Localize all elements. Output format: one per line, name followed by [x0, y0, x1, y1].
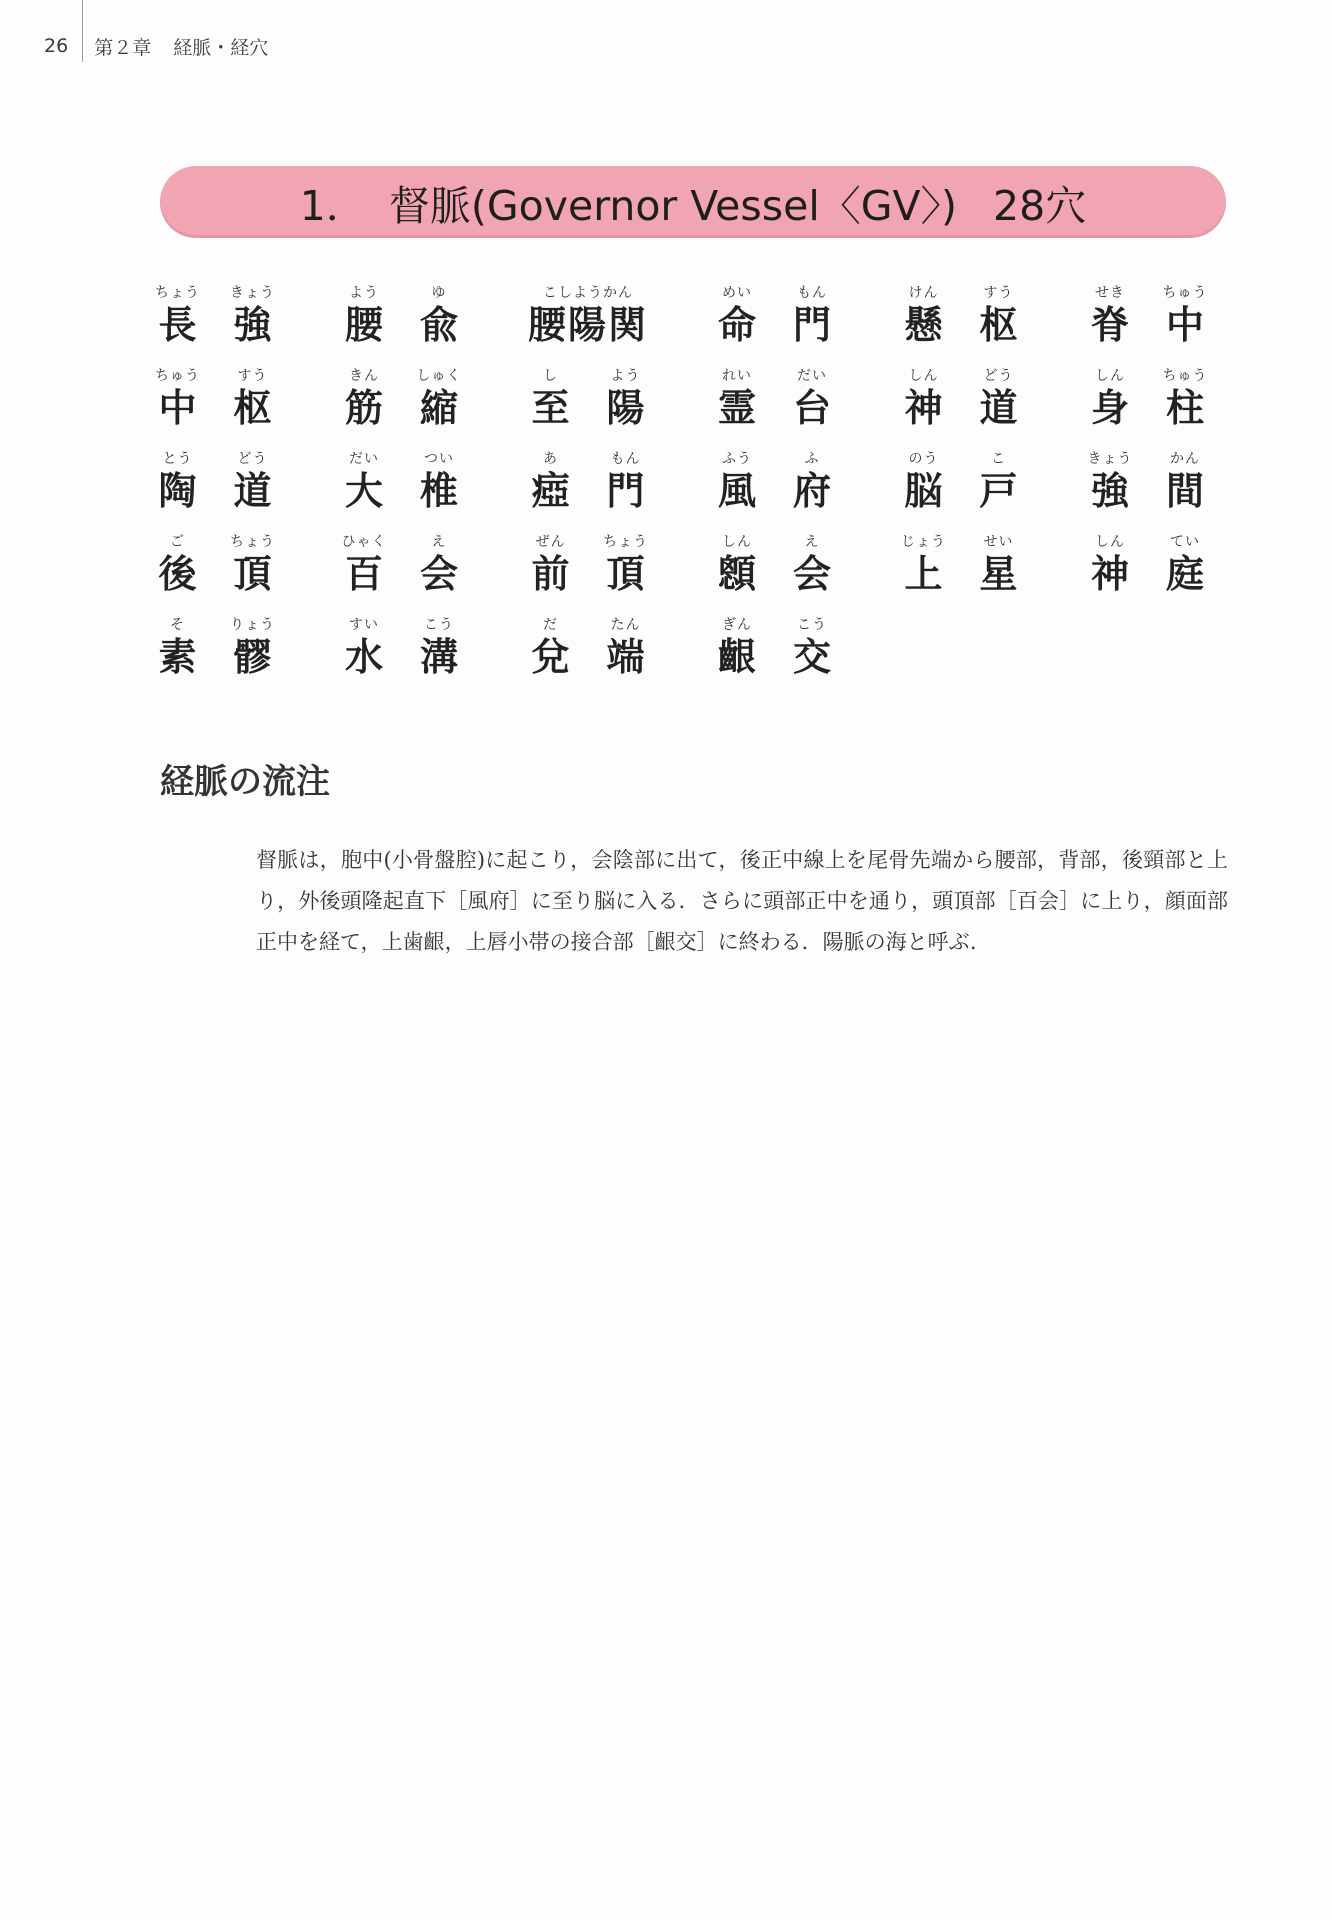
- ruby-reading: りょう: [230, 617, 275, 633]
- ruby-reading: しん: [1095, 534, 1125, 550]
- acupoint-char: [886, 448, 961, 518]
- ruby-reading: ちゅう: [1162, 368, 1208, 384]
- ruby-reading: ちゅう: [155, 368, 200, 384]
- acupoint-char: [140, 614, 215, 684]
- kanji: 強: [1090, 468, 1129, 513]
- kanji: 前: [531, 551, 570, 596]
- ruby-reading: こ: [991, 451, 1006, 467]
- kanji: 縮: [419, 385, 458, 430]
- kanji: 脊: [1090, 302, 1129, 347]
- banner-number: 1．: [299, 181, 367, 230]
- acupoint-char: [1073, 531, 1148, 601]
- kanji: 瘂: [531, 468, 570, 513]
- acupoint-entry: [700, 282, 887, 352]
- acupoint-char: [215, 282, 290, 352]
- ruby-reading: しん: [722, 534, 752, 550]
- ruby-reading: ちょう: [155, 285, 200, 301]
- acupoint-entry: [140, 448, 327, 518]
- acupoint-entry: [327, 448, 514, 518]
- kanji: 戸: [979, 468, 1018, 513]
- kanji: 後: [158, 551, 197, 596]
- acupoint-char: [700, 531, 775, 601]
- acupoint-char: [1148, 282, 1223, 352]
- acupoint-entry: [1073, 365, 1260, 435]
- ruby-reading: あ: [543, 451, 558, 467]
- acupoint-char: [588, 448, 663, 518]
- ruby-reading: ちょう: [603, 534, 648, 550]
- kanji: 神: [904, 385, 943, 430]
- kanji: 門: [606, 468, 645, 513]
- acupoint-char: [700, 365, 775, 435]
- kanji: 百: [344, 551, 383, 596]
- acupoint-char: [775, 531, 850, 601]
- ruby-reading: めい: [722, 285, 752, 301]
- acupoint-char: [588, 531, 663, 601]
- ruby-reading: よう: [349, 285, 379, 301]
- ruby-reading: よう: [610, 368, 641, 384]
- acupoint-entry: [513, 448, 700, 518]
- acupoint-char: [1148, 365, 1223, 435]
- ruby-reading: こしようかん: [543, 285, 633, 301]
- acupoint-char: [1073, 448, 1148, 518]
- acupoint-grid: [140, 282, 1210, 684]
- acupoint-entry: [700, 531, 887, 601]
- ruby-reading: どう: [983, 368, 1014, 384]
- acupoint-char: [402, 282, 477, 352]
- kanji: 筋: [344, 385, 383, 430]
- acupoint-char: [327, 365, 402, 435]
- acupoint-entry: [886, 282, 1073, 352]
- header-divider: [82, 0, 83, 62]
- ruby-reading: し: [543, 368, 558, 384]
- acupoint-char: [327, 282, 402, 352]
- ruby-reading: だ: [543, 617, 558, 633]
- ruby-reading: そ: [170, 617, 185, 633]
- ruby-reading: ぎん: [722, 617, 752, 633]
- ruby-reading: もん: [610, 451, 641, 467]
- ruby-reading: せい: [983, 534, 1014, 550]
- ruby-reading: きょう: [230, 285, 275, 301]
- acupoint-char: [700, 282, 775, 352]
- acupoint-char: [961, 282, 1036, 352]
- acupoint-entry: [1073, 282, 1260, 352]
- kanji: 至: [531, 385, 570, 430]
- ruby-reading: しゅく: [416, 368, 462, 384]
- kanji: 腰: [344, 302, 383, 347]
- acupoint-char: [140, 365, 215, 435]
- acupoint-char: [215, 365, 290, 435]
- kanji: 命: [717, 302, 756, 347]
- acupoint-entry: [700, 448, 887, 518]
- acupoint-entry: [1073, 448, 1260, 518]
- kanji: 会: [419, 551, 458, 596]
- kanji: 道: [233, 468, 272, 513]
- ruby-reading: とう: [162, 451, 193, 467]
- ruby-reading: ぜん: [535, 534, 566, 550]
- acupoint-char: [1148, 531, 1223, 601]
- chapter-number: 第２章: [94, 36, 152, 59]
- ruby-reading: だい: [349, 451, 379, 467]
- acupoint-char: [140, 282, 215, 352]
- ruby-reading: ふ: [804, 451, 820, 467]
- ruby-reading: すう: [237, 368, 268, 384]
- acupoint-char: [327, 448, 402, 518]
- kanji: 水: [344, 634, 383, 679]
- acupoint-entry: [327, 365, 514, 435]
- acupoint-char: [402, 614, 477, 684]
- acupoint-entry: [140, 614, 327, 684]
- ruby-reading: つい: [424, 451, 454, 467]
- acupoint-entry: [886, 365, 1073, 435]
- kanji: 顖: [717, 551, 756, 596]
- acupoint-char: [1073, 365, 1148, 435]
- ruby-reading: きょう: [1087, 451, 1133, 467]
- kanji: 脳: [904, 468, 943, 513]
- acupoint-char: [327, 531, 402, 601]
- ruby-reading: じょう: [901, 534, 946, 550]
- ruby-reading: けん: [908, 285, 939, 301]
- ruby-reading: すい: [349, 617, 379, 633]
- acupoint-char: [961, 531, 1036, 601]
- ruby-reading: ゆ: [431, 285, 447, 301]
- acupoint-char: [140, 531, 215, 601]
- acupoint-char: [588, 614, 663, 684]
- section-heading: 経脈の流注: [160, 762, 330, 802]
- acupoint-char: [775, 614, 850, 684]
- acupoint-char: [402, 365, 477, 435]
- ruby-reading: しん: [908, 368, 939, 384]
- ruby-reading: どう: [237, 451, 268, 467]
- acupoint-char: [215, 531, 290, 601]
- acupoint-char: [327, 614, 402, 684]
- ruby-reading: てい: [1170, 534, 1200, 550]
- page-number: 26: [44, 35, 69, 57]
- kanji: 間: [1165, 468, 1204, 513]
- chapter-label: [80, 33, 290, 60]
- ruby-reading: たん: [610, 617, 641, 633]
- acupoint-entry: [513, 531, 700, 601]
- acupoint-char: [775, 282, 850, 352]
- kanji: 枢: [233, 385, 272, 430]
- kanji: 神: [1090, 551, 1129, 596]
- kanji: 溝: [419, 634, 458, 679]
- kanji: 庭: [1165, 551, 1204, 596]
- banner-title: 督脈(Governor Vessel〈GV〉): [388, 181, 958, 230]
- acupoint-char: [700, 448, 775, 518]
- kanji: 髎: [233, 634, 272, 679]
- acupoint-entry: [700, 365, 887, 435]
- acupoint-entry: [140, 531, 327, 601]
- ruby-reading: こう: [424, 617, 454, 633]
- kanji: 府: [792, 468, 831, 513]
- kanji: 陽: [606, 385, 645, 430]
- ruby-reading: しん: [1095, 368, 1125, 384]
- ruby-reading: え: [431, 534, 447, 550]
- acupoint-char: [215, 614, 290, 684]
- ruby-reading: かん: [1170, 451, 1200, 467]
- ruby-reading: ご: [170, 534, 185, 550]
- acupoint-entry: [513, 614, 700, 684]
- kanji: 頂: [233, 551, 272, 596]
- acupoint-char: [961, 448, 1036, 518]
- kanji: 陶: [158, 468, 197, 513]
- ruby-reading: え: [804, 534, 820, 550]
- acupoint-char: [775, 448, 850, 518]
- acupoint-char: [700, 614, 775, 684]
- kanji: 長: [158, 302, 197, 347]
- ruby-reading: きん: [349, 368, 379, 384]
- ruby-reading: ふう: [722, 451, 752, 467]
- ruby-reading: こう: [797, 617, 827, 633]
- acupoint-entry: [327, 282, 514, 352]
- kanji: 中: [1165, 302, 1204, 347]
- kanji: 門: [792, 302, 831, 347]
- kanji: 腰陽関: [527, 302, 648, 347]
- ruby-reading: だい: [797, 368, 827, 384]
- section-banner: [160, 166, 1226, 238]
- kanji: 上: [904, 551, 943, 596]
- acupoint-entry: [886, 448, 1073, 518]
- kanji: 柱: [1165, 385, 1204, 430]
- acupoint-char: [886, 282, 961, 352]
- kanji: 台: [792, 385, 831, 430]
- kanji: 大: [344, 468, 383, 513]
- acupoint-entry: [1073, 531, 1260, 601]
- kanji: 齦: [717, 634, 756, 679]
- acupoint-char: [402, 448, 477, 518]
- ruby-reading: もん: [797, 285, 827, 301]
- acupoint-char: [1148, 448, 1223, 518]
- kanji: 頂: [606, 551, 645, 596]
- acupoint-char: [513, 531, 588, 601]
- acupoint-char: [588, 365, 663, 435]
- kanji: 星: [979, 551, 1018, 596]
- acupoint-char: [1073, 282, 1148, 352]
- acupoint-char: [961, 365, 1036, 435]
- ruby-reading: のう: [908, 451, 939, 467]
- acupoint-char: [886, 365, 961, 435]
- chapter-title: 経脈・経穴: [173, 36, 269, 59]
- ruby-reading: ちょう: [230, 534, 275, 550]
- ruby-reading: れい: [722, 368, 752, 384]
- ruby-reading: ちゅう: [1162, 285, 1208, 301]
- acupoint-char: [886, 531, 961, 601]
- acupoint-entry: [327, 614, 514, 684]
- running-header: [44, 30, 290, 62]
- acupoint-char: [513, 282, 663, 352]
- acupoint-entry: [140, 282, 327, 352]
- kanji: 道: [979, 385, 1018, 430]
- kanji: 交: [792, 634, 831, 679]
- kanji: 霊: [717, 385, 756, 430]
- kanji: 身: [1090, 385, 1129, 430]
- ruby-reading: せき: [1095, 285, 1125, 301]
- acupoint-char: [402, 531, 477, 601]
- acupoint-entry: [513, 282, 700, 352]
- acupoint-entry: [513, 365, 700, 435]
- kanji: 端: [606, 634, 645, 679]
- acupoint-entry: [140, 365, 327, 435]
- acupoint-char: [513, 365, 588, 435]
- acupoint-char: [215, 448, 290, 518]
- acupoint-char: [513, 448, 588, 518]
- kanji: 強: [233, 302, 272, 347]
- kanji: 中: [158, 385, 197, 430]
- acupoint-entry: [886, 531, 1073, 601]
- ruby-reading: すう: [983, 285, 1014, 301]
- kanji: 兌: [531, 634, 570, 679]
- acupoint-entry: [700, 614, 887, 684]
- kanji: 素: [158, 634, 197, 679]
- kanji: 会: [792, 551, 831, 596]
- section-body: 督脈は，胞中(小骨盤腔)に起こり，会陰部に出て，後正中線上を尾骨先端から腰部，背部，後頸部と上り，外後頭隆起直下［風府］に至り脳に入る．さらに頭部正中を通り，頭頂部［百会］に上り，顔面部正中を経て，上歯齦，上唇小帯の接合部［齦交］に終わる．陽脈の海と呼ぶ．: [256, 848, 1228, 954]
- acupoint-char: [513, 614, 588, 684]
- ruby-reading: ひゃく: [341, 534, 387, 550]
- acupoint-entry: [327, 531, 514, 601]
- kanji: 枢: [979, 302, 1018, 347]
- kanji: 風: [717, 468, 756, 513]
- kanji: 兪: [419, 302, 458, 347]
- acupoint-char: [140, 448, 215, 518]
- kanji: 懸: [904, 302, 943, 347]
- acupoint-char: [775, 365, 850, 435]
- banner-count: 28穴: [993, 181, 1087, 230]
- kanji: 椎: [419, 468, 458, 513]
